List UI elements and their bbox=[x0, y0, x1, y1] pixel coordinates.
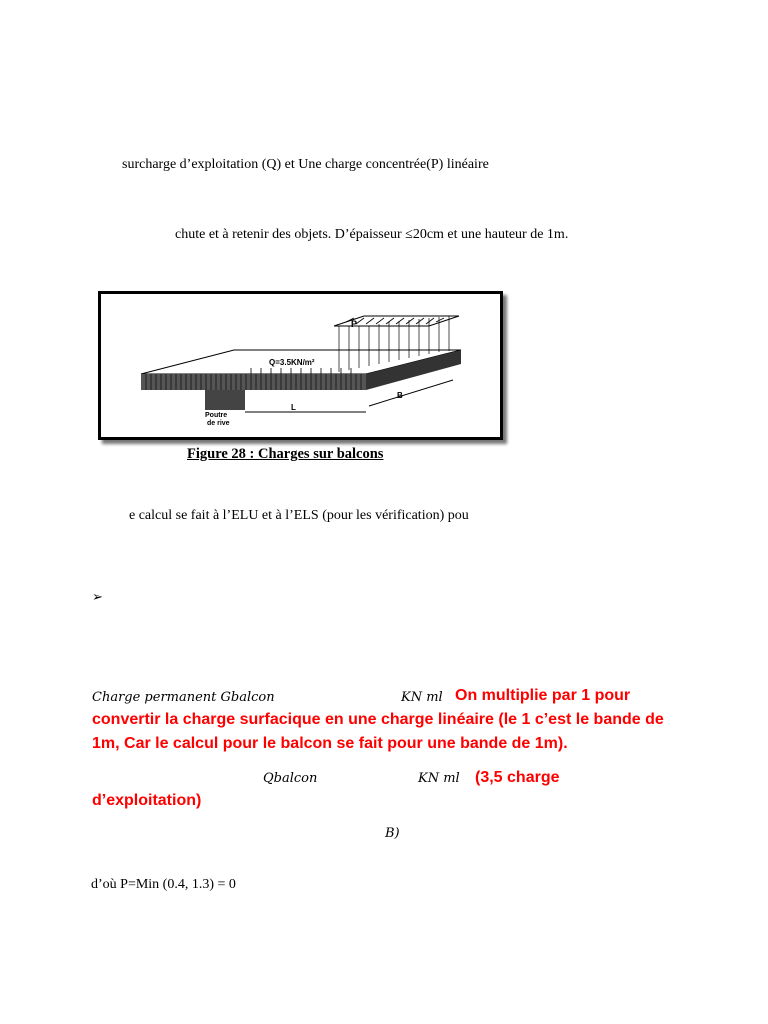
note-q-line-1: (3,5 charge bbox=[475, 769, 560, 786]
label-b: B bbox=[397, 391, 403, 400]
formula-q-left: Qbalcon bbox=[263, 771, 318, 786]
label-p: P bbox=[351, 319, 358, 329]
note-q-line-2: d’exploitation) bbox=[92, 792, 202, 809]
label-de-rive: de rive bbox=[207, 420, 230, 427]
formula-q-unit: KN ml bbox=[418, 771, 460, 786]
figure-caption: Figure 28 : Charges sur balcons bbox=[187, 446, 384, 462]
slab-front-face bbox=[141, 374, 366, 390]
final-result: d’où P=Min (0.4, 1.3) = 0 bbox=[91, 877, 236, 892]
note-g-line-3: 1m, Car le calcul pour le balcon se fait pour une bande de 1m). bbox=[92, 735, 568, 752]
bullet-arrow-icon: ➢ bbox=[92, 590, 103, 605]
edge-beam bbox=[205, 390, 245, 410]
label-q: Q=3.5KN/m² bbox=[269, 358, 315, 367]
figure-balcony-loads bbox=[98, 291, 503, 440]
text-line-3: e calcul se fait à l’ELU et à l’ELS (pour les vérification) pou bbox=[129, 508, 469, 523]
text-line-1: surcharge d’exploitation (Q) et Une charge concentrée(P) linéaire bbox=[122, 157, 489, 172]
label-l: L bbox=[291, 403, 296, 412]
note-g-line-1: On multiplie par 1 pour bbox=[455, 687, 631, 704]
note-g-line-2: convertir la charge surfacique en une charge linéaire (le 1 c’est le bande de bbox=[92, 711, 664, 728]
formula-g-left: Charge permanent Gbalcon bbox=[92, 690, 275, 705]
label-poutre: Poutre bbox=[205, 412, 228, 419]
formula-g-unit: KN ml bbox=[401, 690, 443, 705]
formula-b-paren: B) bbox=[385, 826, 400, 841]
text-line-2: chute et à retenir des objets. D’épaisseur ≤20cm et une hauteur de 1m. bbox=[175, 227, 569, 242]
balcony-diagram bbox=[101, 294, 500, 437]
